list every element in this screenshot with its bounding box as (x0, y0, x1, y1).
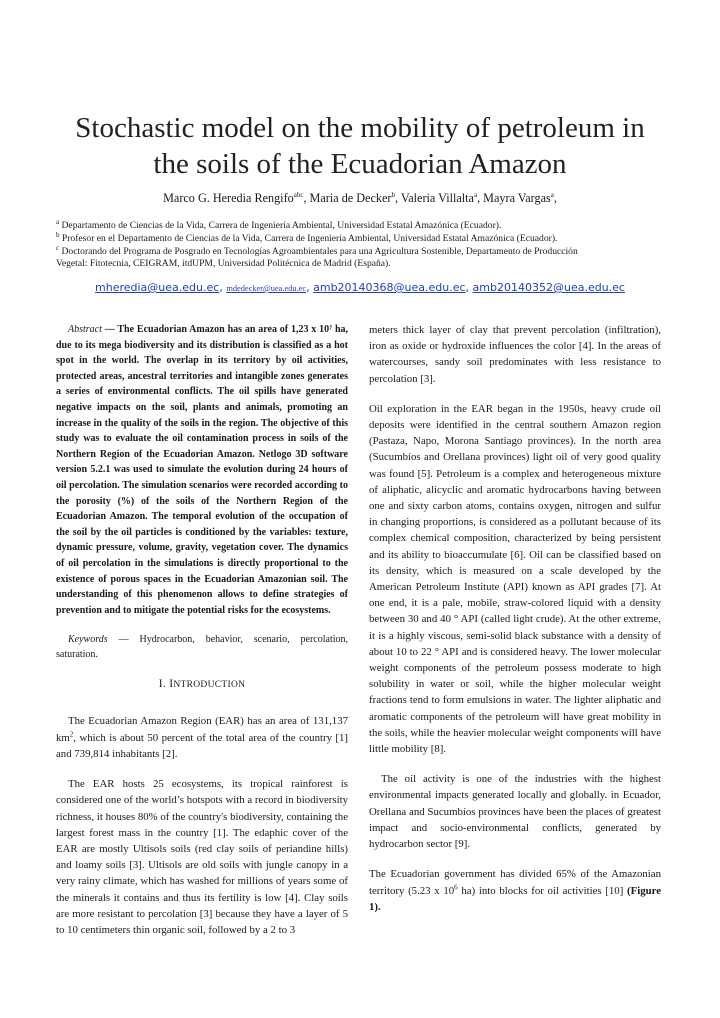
author-3 (401, 191, 483, 205)
paragraph-text: The Ecuadorian Amazon Region (EAR) has an area of 131,137 km (56, 715, 348, 744)
abstract-text: The Ecuadorian Amazon has an area of 1,23 x 10⁷ ha, due to its mega biodiversity and its distribution is classified as a hot spot in the world. The overlap in its territory by oil activities, protected areas, ancestral territories and intangible zones generates a series of environmental conflicts. The oil spills have generated negative impacts on the soil, plants and animals, promoting an increase in the quality of the soils in the region. The objective of this study was to evaluate the oil contamination process in soils of the Northern Region of the Ecuadorian Amazon. Netlogo 3D software version 5.2.1 was used to simulate the evolution during 24 hours of oil percolation. The simulation scenarios were recorded according to the porosity (%) of the soils of the Northern Region of the Ecuadorian Amazon. The temporal evolution of the occupation of the soil by the oil particles is conditioned by the variables: texture, dynamic pressure, volume, gravity, vegetation cover. The dynamics of oil percolation in the simulations is directly proportional to the existence of porous spaces in the Ecuadorian Amazonian soil. The understanding of this phenomenon allows to define strategies of prevention and to mitigate the potential risks for the ecosystems. (56, 324, 349, 616)
keywords-text: — Hydrocarbon, behavior, scenario, percolation, saturation. (56, 634, 348, 661)
affiliation-text: Vegetal: Fitotecnia, CEIGRAM, itdUPM, Universidad Politécnica de Madrid (España). (56, 258, 391, 270)
affiliation-c-cont (56, 258, 666, 271)
email-sep: , (306, 281, 314, 294)
intro-paragraph-1 (56, 713, 348, 762)
email-link-4[interactable]: amb20140352@uea.edu.ec (472, 281, 625, 294)
author-name: Marco G. Heredia Rengifo (163, 191, 294, 205)
email-link-3[interactable]: amb20140368@uea.edu.ec (313, 281, 466, 294)
email-list (40, 281, 680, 296)
paragraph-text: , which is about 50 percent of the total area of the country [1] and 739,814 inhabitants [2]. (56, 731, 348, 760)
author-sup: a (473, 190, 478, 199)
superscript: 2 (69, 730, 74, 739)
abstract (56, 322, 348, 618)
author-name: Mayra Vargas (483, 191, 551, 205)
abstract-label: Abstract (68, 324, 102, 335)
section-heading-introduction (56, 676, 348, 693)
intro-paragraph-4: The oil activity is one of the industries with the highest environmental impacts generated locally and globally. in Ecuador, Orellana and Sucumbíos provinces have been the places of greatest impact and socio-environmental conflicts, generated by hydrocarbon sector [9]. (369, 773, 661, 851)
affiliation-sup: b (56, 230, 60, 239)
intro-paragraph-3: Oil exploration in the EAR began in the 1950s, heavy crude oil deposits were identified in the central southern Amazon region (Pastaza, Napo, Morona Santiago provinces). In the north area (Sucumbíos and Orellana provinces) light oil of very good quality was found [5]. Petroleum is a complex and heterogeneous mixture of aliphatic, alicyclic and aromatic hydrocarbons having between one and sixty carbon atoms, contains oxygen, nitrogen and sulfur in changing proportions, is considered as a pollutant because of its complex chemical composition, characterized by being persistent and its ability to bioaccumulate [6]. Oil can be classified based on its density, which is measured on a scale developed by the American Petroleum Institute (API) known as API grades [7]. At one end, it is a pale, mobile, straw-colored liquid with a density between 30 and 40 ° API (called light crude). At the other extreme, it is a highly viscous, semi-solid black substance with a density of about 10 to 22 ° API and is considered heavy. The lower molecular weight components of the petroleum possess moderate to high solubility in water or soil, while the higher molecular weight fractions tend to form emulsions in water. The lighter aliphatic and aromatic components of the petroleum will have great mobility in the soils, while the heavier molecular weight components will have little mobility [8]. (369, 402, 661, 756)
affiliation-text: Profesor en el Departamento de Ciencias de la Vida, Carrera de Ingeniería Ambiental, Universidad Estatal Amazónica (Ecuador). (59, 232, 558, 244)
section-title-initial: I (169, 678, 174, 691)
paper-title (40, 110, 680, 182)
email-link-2[interactable]: mdedecker@uea.edu.ec (226, 284, 307, 293)
author-sup: b (391, 190, 395, 199)
left-column (56, 322, 348, 952)
email-link-1[interactable]: mheredia@uea.edu.ec (95, 281, 220, 294)
author-name: Maria de Decker (309, 191, 392, 205)
affiliation-b (56, 230, 666, 246)
title-line-2: the soils of the Ecuadorian Amazon (153, 148, 567, 180)
section-number: I. (158, 678, 167, 691)
author-sep: , (394, 191, 401, 205)
keywords (56, 632, 348, 662)
intro-paragraph-2: The EAR hosts 25 ecosystems, its tropical rainforest is considered one of the world’s hotspots with a record in biodiversity richness, it houses 80% of the country's biodiversity, containing the largest forest mass in the country [1]. The edaphic cover of the EAR are mostly Ultisols soils (red clay soils of periandine hills) and loamy soils [3]. Ultisols are old soils with jungle canopy in a very rainy climate, which has washed for millions of years some of the minerals it contains and thus its fertility is low [4]. Clay soils are more resistant to percolation [3] because they have a layer of 5 to 10 centimeters thin organic soil, followed by a 2 to 3 (56, 778, 348, 936)
intro-paragraph-2-cont: meters thick layer of clay that prevent percolation (infiltration), iron as oxide or hydroxide influences the color [4]. In the areas of watercourses, sandy soil predominates with less resistance to percolation [3]. (369, 324, 661, 385)
affiliation-sup: c (56, 243, 60, 252)
author-2 (310, 191, 401, 205)
affiliation-text: Departamento de Ciencias de la Vida, Carrera de Ingeniería Ambiental, Universidad Estatal Amazónica (Ecuador). (59, 220, 502, 231)
author-sep: , (303, 191, 310, 205)
affiliation-sup: a (56, 217, 60, 226)
keywords-label: Keywords (68, 634, 108, 646)
title-line-1: Stochastic model on the mobility of petroleum in (75, 112, 645, 144)
affiliation-text: Doctorando del Programa de Posgrado en Tecnologías Agroambientales para una Agricultura Sostenible, Departamento de Producción (59, 245, 578, 257)
author-sup: a (550, 190, 554, 199)
email-sep: , (465, 281, 473, 294)
abstract-dash: — (101, 324, 118, 335)
paragraph-text: ha) into blocks for oil activities [10] (457, 884, 627, 897)
figure-reference[interactable]: (Figure 1). (369, 884, 661, 913)
author-list (40, 190, 680, 206)
affiliations (56, 217, 666, 271)
paragraph-text: The Ecuadorian government has divided 65% of the Amazonian territory (5.23 x 10 (369, 868, 661, 897)
author-1 (163, 191, 309, 205)
author-sep: , (553, 191, 557, 205)
affiliation-c (56, 243, 666, 259)
superscript: 6 (454, 882, 458, 891)
intro-paragraph-5 (369, 866, 661, 915)
affiliation-a (56, 217, 666, 233)
section-title-rest: NTRODUCTION (173, 680, 246, 691)
author-name: Valeria Villalta (400, 191, 474, 205)
author-4 (483, 191, 557, 205)
email-sep: , (219, 281, 227, 294)
author-sep: , (477, 191, 484, 205)
right-column (369, 322, 661, 929)
author-sup: abc (293, 190, 304, 199)
